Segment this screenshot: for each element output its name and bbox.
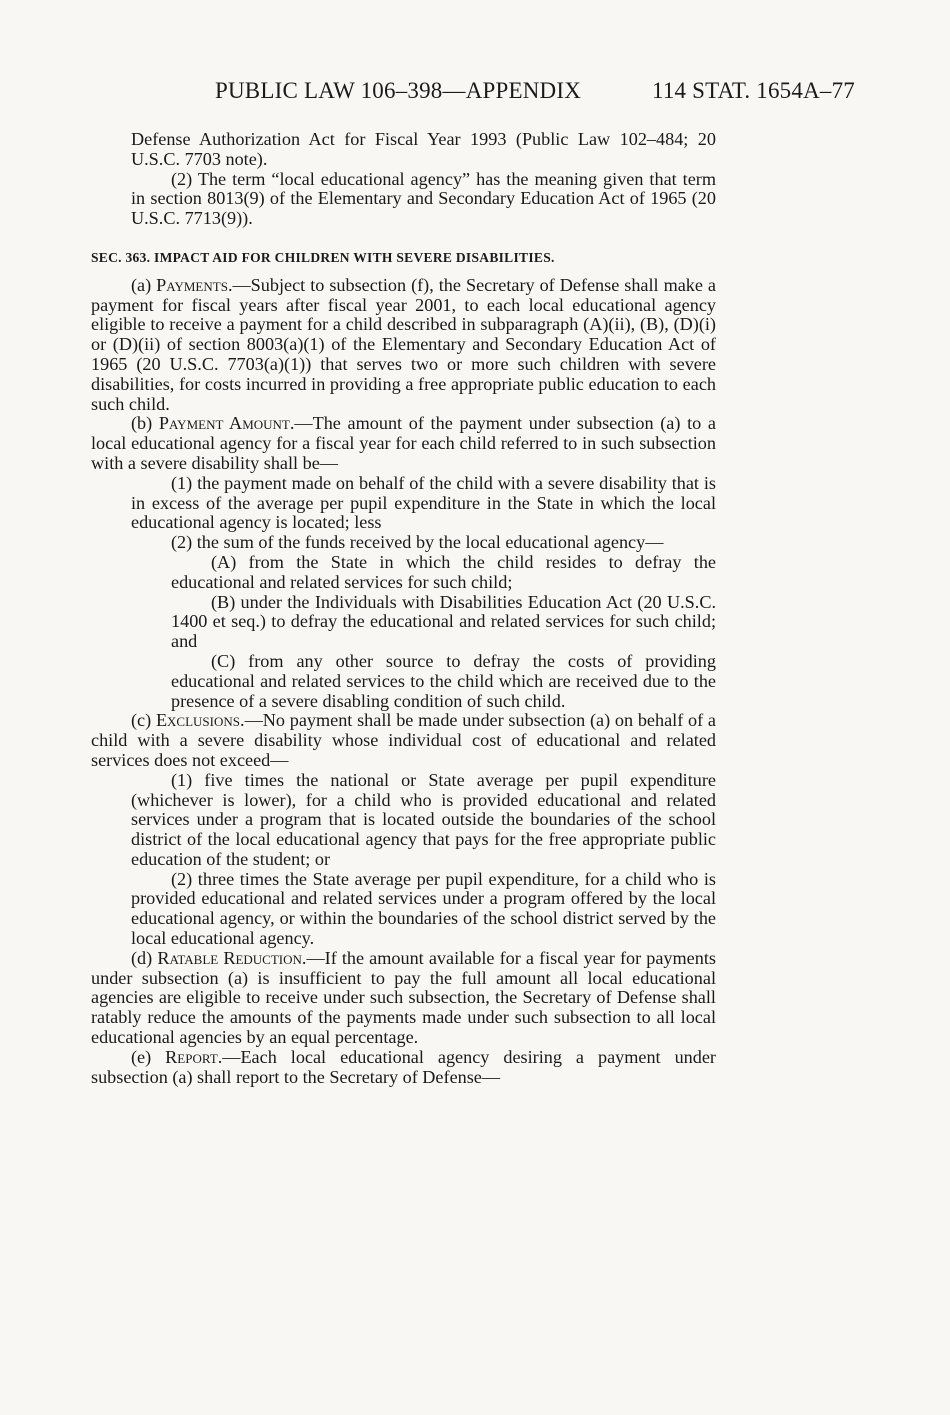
subparagraph-b-B: (B) under the Individuals with Disabilities Education Act (20 U.S.C. 1400 et seq.) to defray the educational and related services for such child; and (171, 591, 716, 652)
subsection-d-text: .—If the amount available for a fiscal year for payments under subsection (a) is insufficient to pay the full amount all local educational agencies are eligible to receive under such subsection, the Secretary of Defense shall ratably reduce the amounts of the payments made under such subsection to all local educational agencies by an equal percentage. (91, 947, 716, 1048)
subsection-e-caption: Report (165, 1046, 218, 1067)
section-heading: SEC. 363. IMPACT AID FOR CHILDREN WITH SEVERE DISABILITIES. (91, 249, 555, 265)
subsection-d-label: (d) (131, 947, 158, 968)
subsection-a (91, 276, 716, 415)
paragraph-b-1: (1) the payment made on behalf of the child with a severe disability that is in excess of the average per pupil expenditure in the State in which the local educational agency is located; less (131, 472, 716, 533)
body-text (91, 130, 716, 1087)
subsection-c (91, 711, 716, 770)
subsection-a-label: (a) (131, 274, 157, 295)
subsection-c-text: .—No payment shall be made under subsection (a) on behalf of a child with a severe disability whose individual cost of educational and related services does not exceed— (91, 710, 716, 770)
subparagraph-b-C: (C) from any other source to defray the costs of providing educational and related services to the child which are received due to the presence of a severe disabling condition of such child. (171, 650, 716, 711)
subsection-e (91, 1048, 716, 1088)
subsection-e-label: (e) (131, 1046, 166, 1067)
subparagraph-b-A: (A) from the State in which the child resides to defray the educational and related services for such child; (171, 551, 716, 592)
subsection-e-text: .—Each local educational agency desiring a payment under subsection (a) shall report to the Secretary of Defense— (91, 1046, 716, 1087)
subsection-d (91, 949, 716, 1048)
continuation-paragraph: Defense Authorization Act for Fiscal Year 1993 (Public Law 102–484; 20 U.S.C. 7703 note). (131, 129, 716, 169)
subsection-d-caption: Ratable Reduction (157, 947, 302, 968)
subsection-b-label: (b) (131, 413, 159, 434)
subsection-a-text: .—Subject to subsection (f), the Secretary of Defense shall make a payment for fiscal years after fiscal year 2001, to each local educational agency eligible to receive a payment for a child described in subparagraph (A)(ii), (B), (D)(i) or (D)(ii) of section 8003(a)(1) of the Elementary and Secondary Education Act of 1965 (20 U.S.C. 7703(a)(1)) that serves two or more such children with severe disabilities, for costs incurred in providing a free appropriate public education to each such child. (91, 274, 717, 414)
header-title: PUBLIC LAW 106–398—APPENDIX (215, 78, 582, 103)
subsection-c-label: (c) (131, 710, 156, 731)
subsection-b (91, 414, 716, 473)
paragraph-b-2: (2) the sum of the funds received by the local educational agency— (171, 532, 664, 553)
subsection-b-caption: Payment Amount (158, 413, 290, 434)
subsection-b-text: .—The amount of the payment under subsection (a) to a local educational agency for a fiscal year for each child referred to in such subsection with a severe disability shall be— (91, 413, 716, 473)
paragraph-c-1: (1) five times the national or State average per pupil expenditure (whichever is lower), for a child who is provided educational and related services under a program that is located outside the boundaries of the school district of the local educational agency that pays for the free appropriate public education of the student; or (131, 769, 716, 869)
subsection-c-caption: Exclusions (155, 710, 241, 731)
subsection-a-caption: Payments (156, 274, 228, 295)
definition-paragraph-2: (2) The term “local educational agency” has the meaning given that term in section 8013(9) of the Elementary and Secondary Education Act of 1965 (20 U.S.C. 7713(9)). (131, 168, 716, 229)
header-stat-page: 114 STAT. 1654A–77 (651, 78, 855, 103)
paragraph-c-2: (2) three times the State average per pupil expenditure, for a child who is provided educational and related services under a program offered by the local educational agency, or within the boundaries of the school district served by the local educational agency. (131, 868, 716, 949)
